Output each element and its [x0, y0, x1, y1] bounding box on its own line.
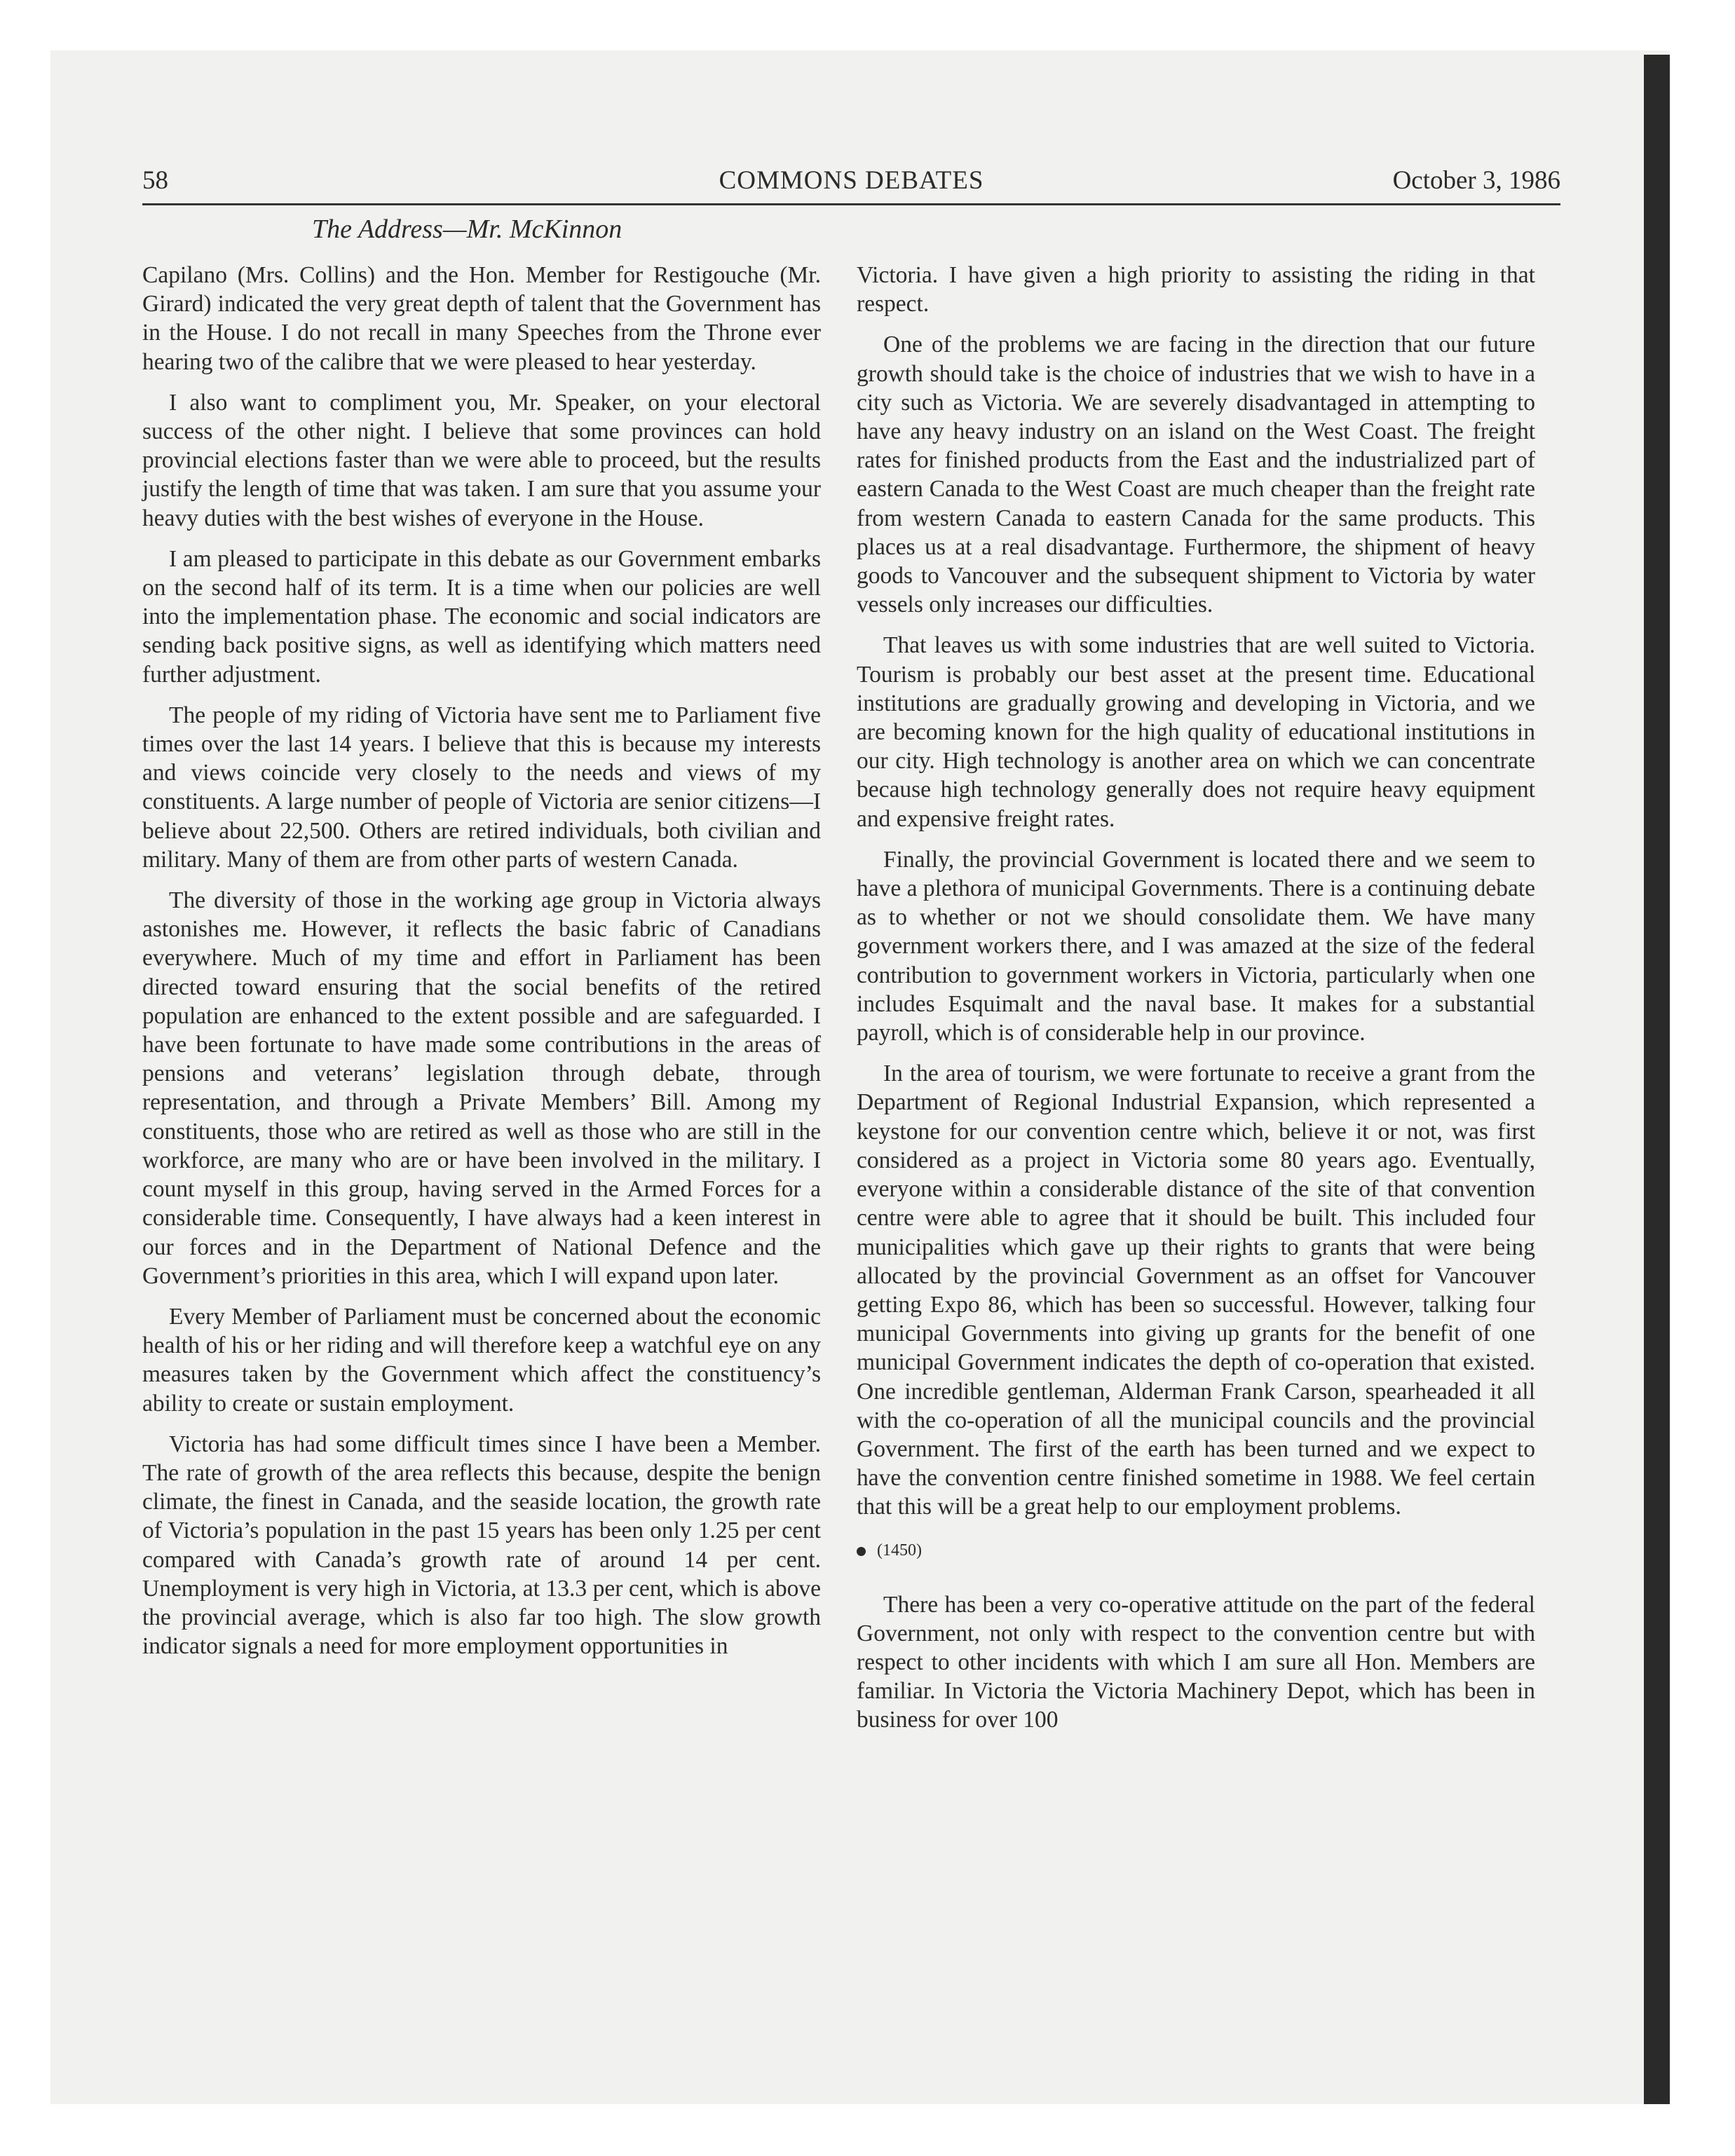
paragraph: Capilano (Mrs. Collins) and the Hon. Member for Restigouche (Mr. Girard) indicated the very great depth of talent that the Government has in the House. I do not recall in many Speeches from the Throne ever hearing two of the calibre that we were pleased to hear yesterday.: [142, 262, 821, 375]
paragraph: One of the problems we are facing in the direction that our future growth should take is the choice of industries that we wish to have in a city such as Victoria. We are severely disadvantaged in attempting to have any heavy industry on an island on the West Coast. The freight rates for finished products from the East and the industrialized part of eastern Canada to the West Coast are much cheaper than the freight rate from western Canada to eastern Canada for the same products. This places us at a real disadvantage. Furthermore, the shipment of heavy goods to Vancouver and the subsequent shipment to Victoria by water vessels only increases our difficulties.: [857, 332, 1535, 618]
time-marker: [857, 1540, 1535, 1561]
bullet-dot-icon: [857, 1547, 866, 1556]
paragraph: Finally, the provincial Government is located there and we seem to have a plethora of municipal Governments. There is a continuing debate as to whether or not we should consolidate them. We have many government workers there, and I was amazed at the size of the federal contribution to government workers in Victoria, particularly when one includes Esquimalt and the naval base. It makes for a substantial payroll, which is of considerable help in our province.: [857, 846, 1535, 1046]
paragraph: I am pleased to participate in this debate as our Government embarks on the second half of its term. It is a time when our policies are well into the implementation phase. The economic and social indicators are sending back positive signs, as well as identifying which matters need further adjustment.: [142, 545, 821, 688]
paragraph: The people of my riding of Victoria have sent me to Parliament five times over the last 14 years. I believe that this is because my interests and views coincide very closely to the needs and views of my constituents. A large number of people of Victoria are senior citizens—I believe about 22,500. Others are retired individuals, both civilian and military. Many of them are from other parts of western Canada.: [142, 702, 821, 873]
paragraph: That leaves us with some industries that are well suited to Victoria. Tourism is probably our best asset at the present time. Educational institutions are gradually growing and developing in Victoria, and we are becoming known for the high quality of educational institutions in our city. High technology is another area on which we can concentrate because high technology generally does not require heavy equipment and expensive freight rates.: [857, 632, 1535, 832]
paragraph: There has been a very co-operative attitude on the part of the federal Government, not only with respect to the convention centre but with respect to other incidents with which I am sure all Hon. Members are familiar. In Victoria the Victoria Machinery Depot, which has been in business for over 100: [857, 1591, 1535, 1733]
scan-edge-shadow: [1644, 55, 1670, 2104]
paragraph: The diversity of those in the working age group in Victoria always astonishes me. However, it reflects the basic fabric of Canadians everywhere. Much of my time and effort in Parliament has been directed toward ensuring that the social benefits of the retired population are enhanced to the extent possible and are safeguarded. I have been fortunate to have made some contributions in the areas of pensions and veterans’ legislation through debate, through representation, and through a Private Members’ Bill. Among my constituents, those who are retired as well as those who are still in the workforce, are many who are or have been involved in the military. I count myself in this group, having served in the Armed Forces for a considerable time. Consequently, I have always had a keen interest in our forces and in the Department of National Defence and the Government’s priorities in this area, which I will expand upon later.: [142, 887, 821, 1289]
header-rule: [142, 203, 1560, 205]
paragraph: Victoria. I have given a high priority to assisting the riding in that respect.: [857, 262, 1535, 318]
right-column: [857, 261, 1535, 1747]
paragraph: In the area of tourism, we were fortunate to receive a grant from the Department of Regional Industrial Expansion, which represented a keystone for our convention centre which, believe it or not, was first considered as a project in Victoria some 80 years ago. Eventually, everyone within a considerable distance of the site of that convention centre were able to agree that it should be built. This included four municipalities which gave up their rights to grants that were being allocated by the provincial Government as an offset for Vancouver getting Expo 86, which has been so successful. However, talking four municipal Governments into giving up grants for the benefit of one municipal Government indicates the depth of co-operation that existed. One incredible gentleman, Alderman Frank Carson, spearheaded it all with the co-operation of all the municipal councils and the provincial Government. The first of the earth has been turned and we expect to have the convention centre finished sometime in 1988. We feel certain that this will be a great help to our employment problems.: [857, 1060, 1535, 1520]
paragraph: Victoria has had some difficult times since I have been a Member. The rate of growth of the area reflects this because, despite the benign climate, the finest in Canada, and the seaside location, the growth rate of Victoria’s population in the past 15 years has been only 1.25 per cent compared with Canada’s growth rate of around 14 per cent. Unemployment is very high in Victoria, at 13.3 per cent, which is above the provincial average, which is also far too high. The slow growth indicator signals a need for more employment opportunities in: [142, 1431, 821, 1660]
header-date: October 3, 1986: [1392, 166, 1560, 195]
running-head: The Address—Mr. McKinnon: [312, 214, 622, 244]
paragraph: Every Member of Parliament must be concerned about the economic health of his or her riding and will therefore keep a watchful eye on any measures taken by the Government which affect the constituency’s ability to create or sustain employment.: [142, 1303, 821, 1417]
page-number: 58: [142, 166, 168, 195]
time-marker-label: (1450): [877, 1541, 922, 1560]
publication-title: COMMONS DEBATES: [719, 166, 984, 195]
left-column: [142, 261, 821, 1672]
paragraph: I also want to compliment you, Mr. Speaker, on your electoral success of the other night. I believe that some provinces can hold provincial elections faster than we were able to proceed, but the results justify the length of time that was taken. I am sure that you assume your heavy duties with the best wishes of everyone in the House.: [142, 389, 821, 531]
page-header: [142, 165, 1560, 200]
